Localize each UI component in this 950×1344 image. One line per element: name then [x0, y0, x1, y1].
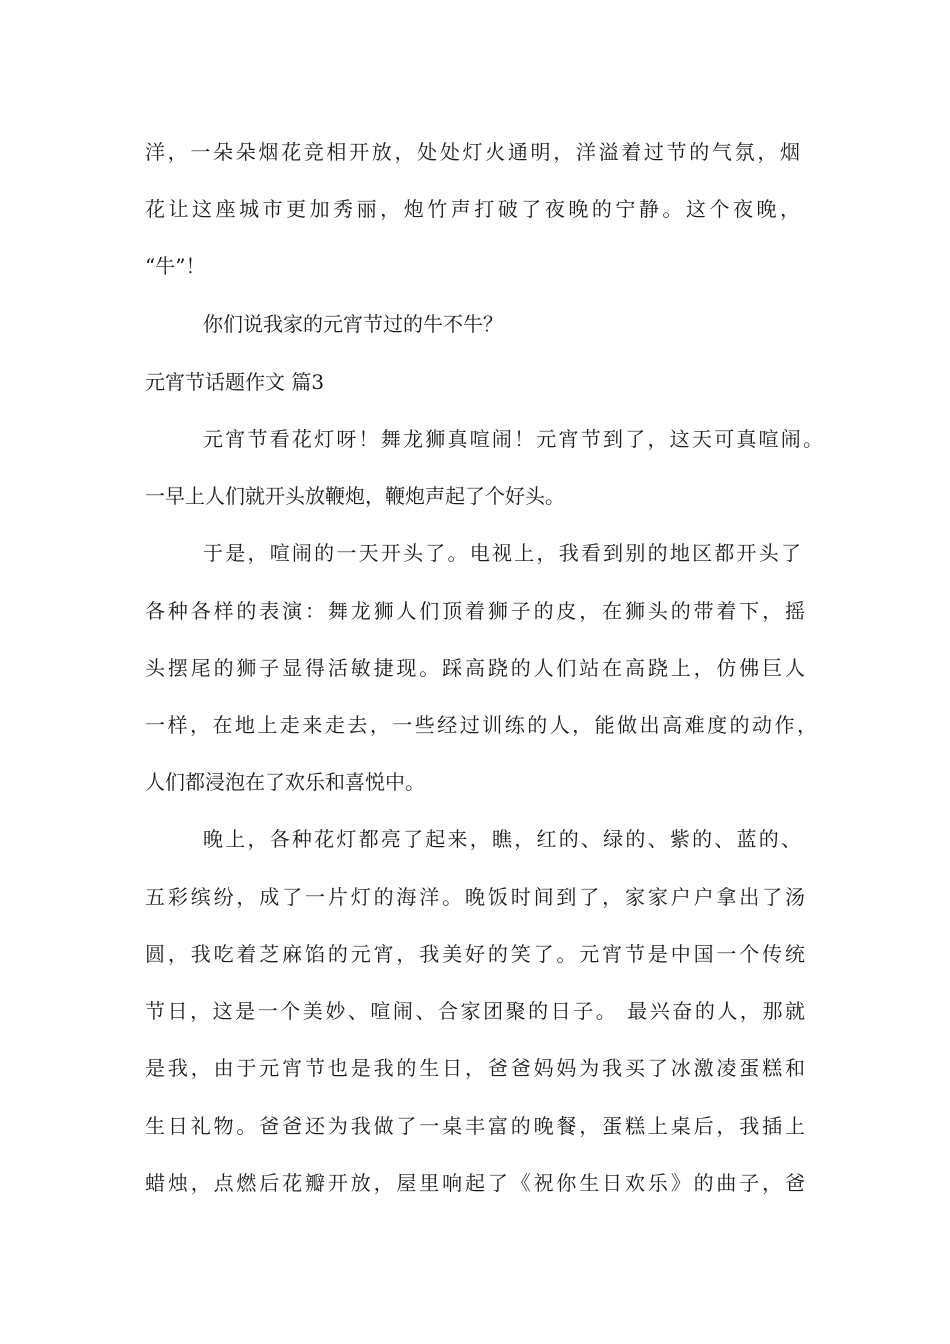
text-line: 头摆尾的狮子显得活敏捷现。踩高跷的人们站在高跷上，仿佛巨人 — [145, 656, 805, 680]
text-line: 元宵节看花灯呀！舞龙狮真喧闹！元宵节到了，这天可真喧闹。 — [203, 427, 823, 451]
text-line: 节日，这是一个美妙、喧闹、合家团聚的日子。 最兴奋的人，那就 — [145, 999, 805, 1023]
text-line: 蜡烛，点燃后花瓣开放，屋里响起了《祝你生日欢乐》的曲子，爸 — [145, 1171, 805, 1195]
text-line: 一早上人们就开头放鞭炮，鞭炮声起了个好头。 — [145, 484, 565, 508]
text-line: 晚上，各种花灯都亮了起来，瞧，红的、绿的、紫的、蓝的、 — [203, 827, 801, 851]
text-line: 各种各样的表演：舞龙狮人们顶着狮子的皮，在狮头的带着下，摇 — [145, 599, 805, 623]
text-line: 你们说我家的元宵节过的牛不牛？ — [203, 312, 503, 336]
section-heading: 元宵节话题作文 篇3 — [145, 370, 325, 394]
text-line: 花让这座城市更加秀丽，炮竹声打破了夜晚的宁静。这个夜晚， — [145, 197, 800, 221]
text-line: 五彩缤纷，成了一片灯的海洋。晚饭时间到了，家家户户拿出了汤 — [145, 885, 805, 909]
text-line: 一样，在地上走来走去，一些经过训练的人，能做出高难度的动作， — [145, 713, 817, 737]
text-line: 人们都浸泡在了欢乐和喜悦中。 — [145, 770, 425, 794]
text-line: 是我，由于元宵节也是我的生日，爸爸妈妈为我买了冰激凌蛋糕和 — [145, 1056, 805, 1080]
text-line: “牛”！ — [145, 254, 206, 278]
text-line: 圆，我吃着芝麻馅的元宵，我美好的笑了。元宵节是中国一个传统 — [145, 942, 805, 966]
text-line: 洋，一朵朵烟花竞相开放，处处灯火通明，洋溢着过节的气氛，烟 — [145, 140, 800, 164]
text-line: 生日礼物。爸爸还为我做了一桌丰富的晚餐，蛋糕上桌后，我插上 — [145, 1114, 805, 1138]
text-line: 于是，喧闹的一天开头了。电视上，我看到别的地区都开头了 — [203, 541, 801, 565]
